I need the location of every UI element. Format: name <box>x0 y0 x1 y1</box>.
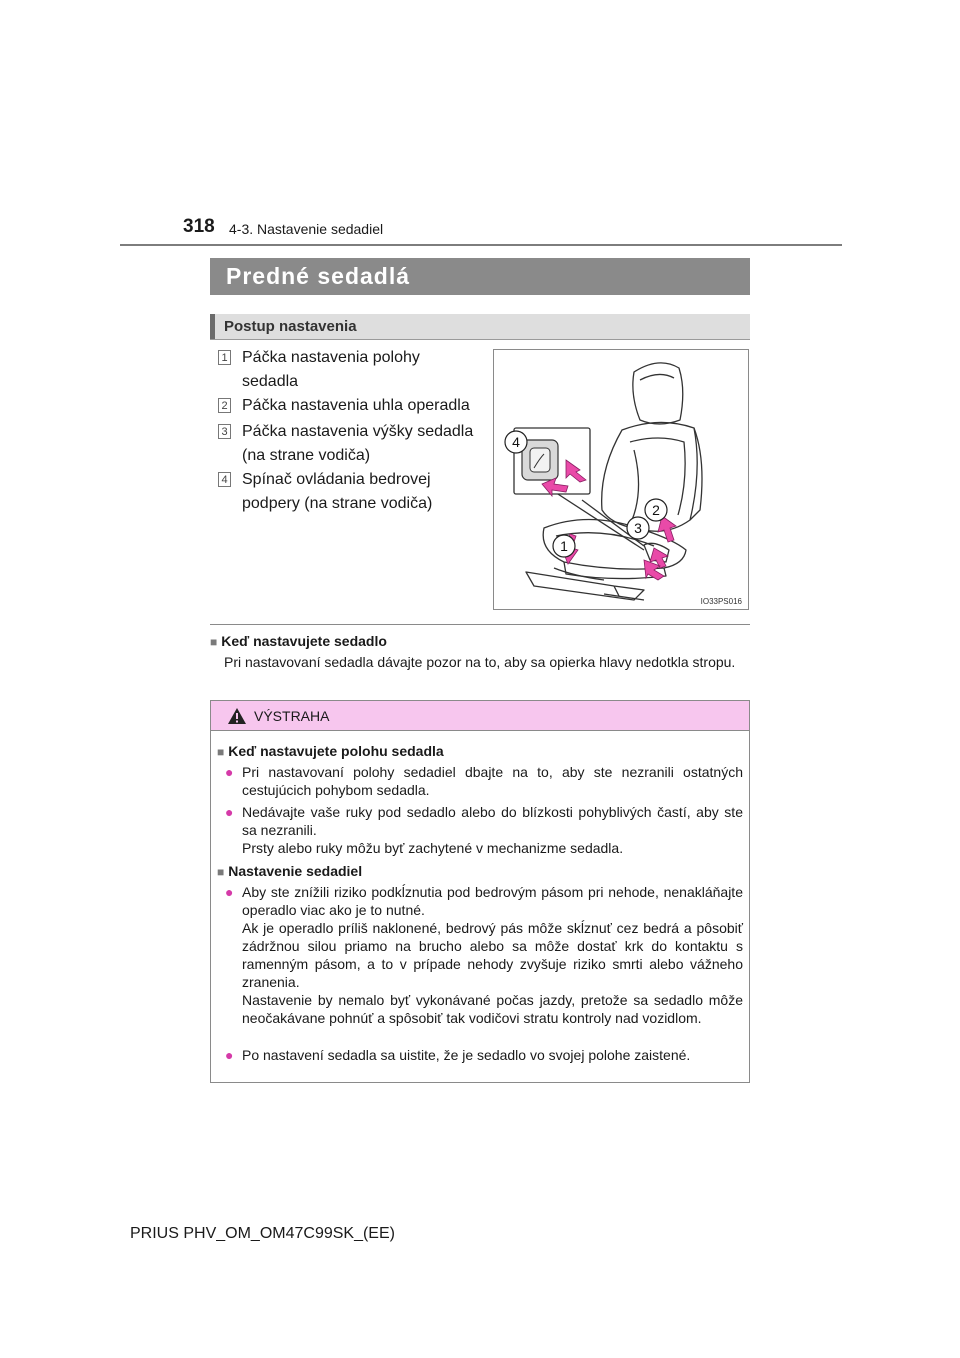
warning-header <box>211 701 749 731</box>
item-text: Páčka nastavenia výšky sedadla (na strane vodiča) <box>242 423 474 464</box>
warning-box <box>210 700 750 1083</box>
header-divider <box>120 244 842 246</box>
section-title: 4-3. Nastavenie sedadiel <box>229 221 384 237</box>
warning-bullet <box>225 763 743 799</box>
warning-label: VÝSTRAHA <box>254 708 330 724</box>
item-text: Páčka nastavenia uhla operadla <box>242 397 470 414</box>
item-number: 2 <box>218 398 231 413</box>
item-number: 1 <box>218 350 231 365</box>
seat-drawing <box>494 350 748 609</box>
bullet-dot-icon: ● <box>225 804 234 820</box>
warning-subheading-text: Keď nastavujete polohu sedadla <box>228 743 444 759</box>
page-title: Predné sedadlá <box>210 258 750 295</box>
square-bullet-icon: ■ <box>217 745 225 759</box>
bullet-dot-icon: ● <box>225 764 234 780</box>
warning-subheading <box>217 863 362 879</box>
note-body: Pri nastavovaní sedadla dávajte pozor na to, aby sa opierka hlavy nedotkla stropu. <box>224 654 736 670</box>
item-number: 3 <box>218 424 231 439</box>
callout-1-label: 1 <box>560 538 568 554</box>
warning-bullet-text: Prsty alebo ruky môžu byť zachytené v mechanizme sedadla. <box>242 840 624 856</box>
warning-bullet-text: Pri nastavovaní polohy sedadiel dbajte na to, aby ste nezranili ostatných cestujúcich pohybom sedadla. <box>242 764 743 798</box>
subsection-title: Postup nastavenia <box>210 314 750 340</box>
item-number: 4 <box>218 472 231 487</box>
warning-bullet <box>225 803 743 857</box>
list-item <box>218 394 488 418</box>
note-title-text: Keď nastavujete sedadlo <box>221 633 387 649</box>
callout-2-label: 2 <box>652 502 660 518</box>
warning-bullet-text: Ak je operadlo príliš naklonené, bedrový pás môže skĺznuť cez bedrá a pôsobiť zádržnou silou priamo na brucho alebo sa môže dostať krk do kontaktu s ramenným pásom, a to v prípade nehody zvyšuje riziko smrti alebo vážneho zranenia. <box>242 920 743 990</box>
note-title <box>210 633 387 649</box>
warning-triangle-icon <box>227 707 247 725</box>
list-item <box>218 420 488 468</box>
warning-subheading-text: Nastavenie sedadiel <box>228 863 363 879</box>
item-text: Spínač ovládania bedrovej podpery (na strane vodiča) <box>242 471 433 512</box>
warning-bullet-text: Po nastavení sedadla sa uistite, že je sedadlo vo svojej polohe zaistené. <box>242 1047 691 1063</box>
warning-bullet-text: Nedávajte vaše ruky pod sedadlo alebo do blízkosti pohyblivých častí, aby ste sa nezranili. <box>242 804 743 838</box>
callout-4-label: 4 <box>512 434 520 450</box>
page-number: 318 <box>183 216 215 237</box>
list-item <box>218 468 488 516</box>
warning-bullet <box>225 1046 743 1064</box>
warning-bullet <box>225 883 743 1027</box>
warning-bullet-text: Nastavenie by nemalo byť vykonávané počas jazdy, pretože sa sedadlo môže neočakávane pohnúť a spôsobiť tak vodičovi stratu kontroly nad vozidlom. <box>242 992 743 1026</box>
warning-subheading <box>217 743 444 759</box>
figure-code: IO33PS016 <box>700 597 742 606</box>
section-divider <box>210 624 750 625</box>
item-text: Páčka nastavenia polohy sedadla <box>242 349 420 390</box>
bullet-dot-icon: ● <box>225 884 234 900</box>
square-bullet-icon: ■ <box>210 635 218 649</box>
seat-illustration <box>493 349 749 610</box>
list-item <box>218 346 488 394</box>
callout-3-label: 3 <box>634 520 642 536</box>
warning-bullet-text: Aby ste znížili riziko podkĺznutia pod bedrovým pásom pri nehode, nenakláňajte operadlo viac ako je to nutné. <box>242 884 743 918</box>
square-bullet-icon: ■ <box>217 865 225 879</box>
footer-code: PRIUS PHV_OM_OM47C99SK_(EE) <box>130 1225 395 1242</box>
bullet-dot-icon: ● <box>225 1047 234 1063</box>
